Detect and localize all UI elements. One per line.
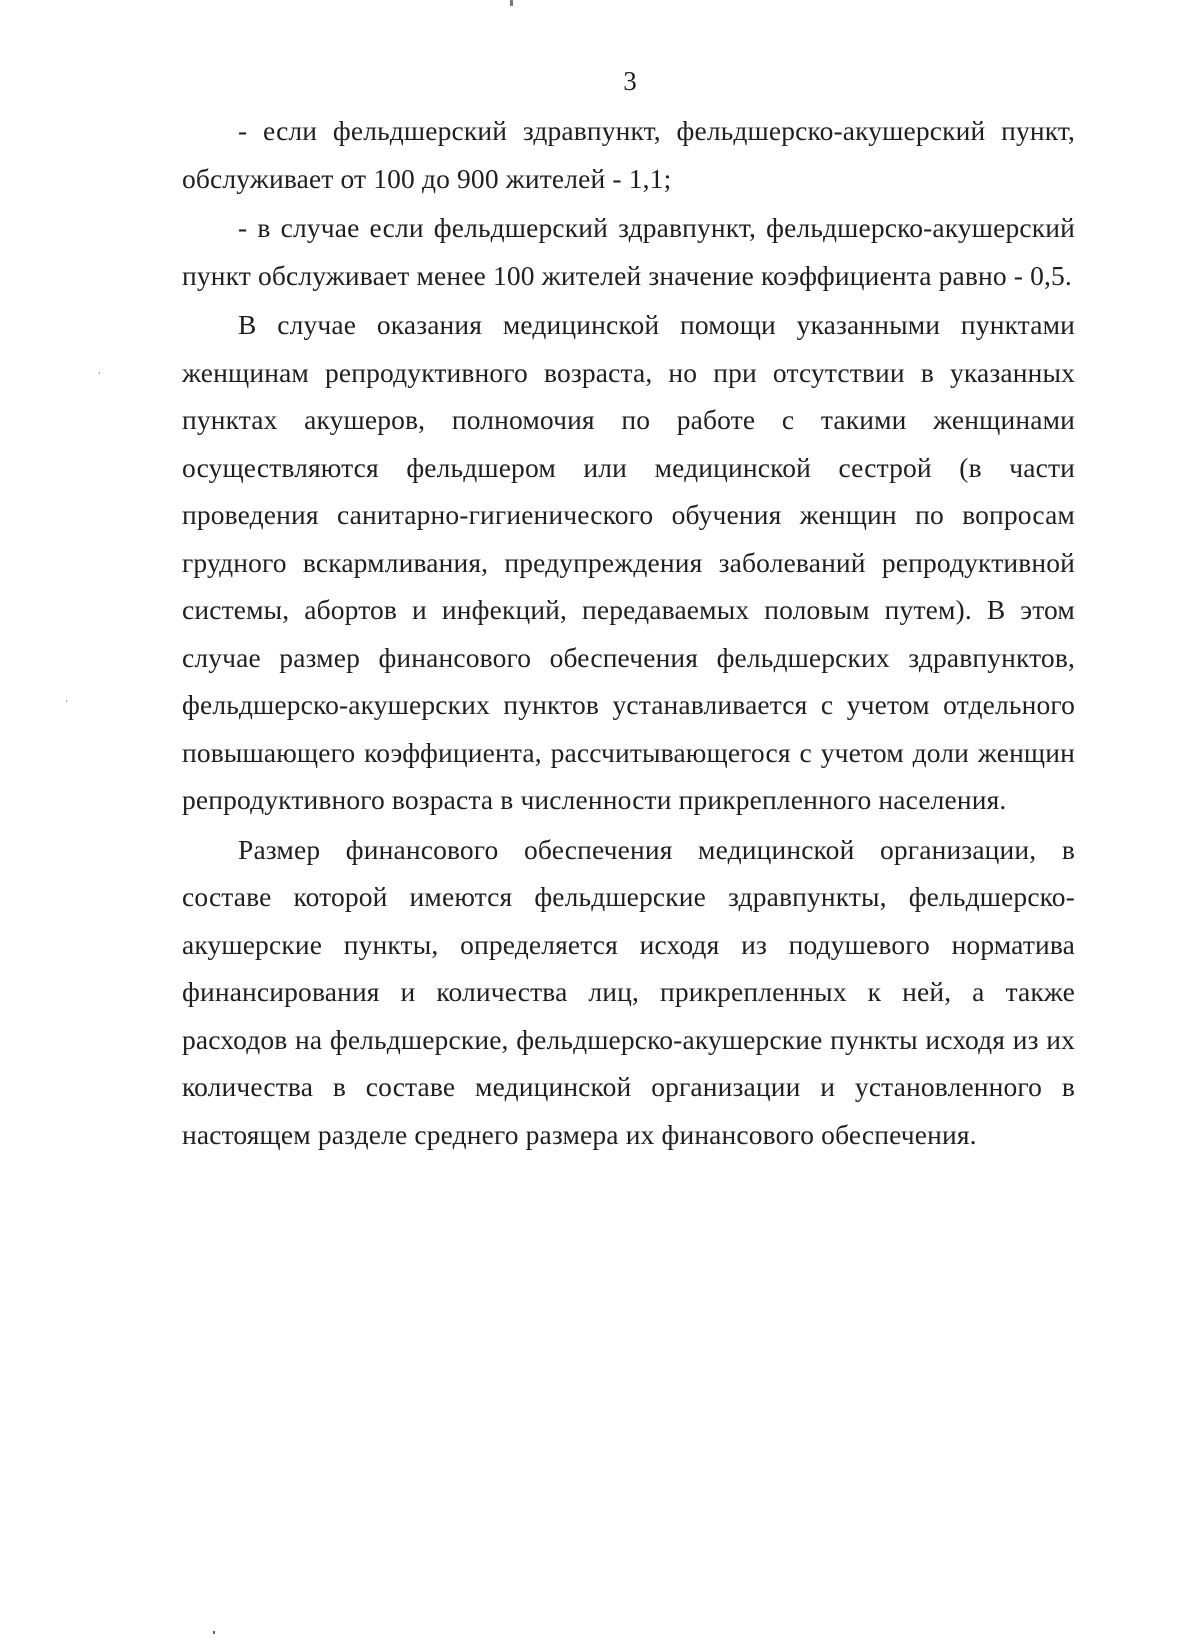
scan-artifact (66, 700, 67, 702)
paragraph-bullet-100-900: - если фельдшерский здравпункт, фельдшерско-акушерский пункт, обслуживает от 100 до 900 жителей - 1,1; (182, 115, 1075, 194)
scan-artifact (99, 372, 100, 374)
page-number: 3 (623, 66, 637, 96)
document-body (182, 107, 1075, 1158)
scan-artifact (510, 0, 513, 6)
paragraph-reproductive-age: В случае оказания медицинской помощи указанными пунктами женщинам репродуктивного возраста, но при отсутствии в указанных пунктах акушеров, полномочия по работе с такими женщинами осуществляются фельдшером или медицинской сестрой (в части проведения санитарно-гигиенического обучения женщин по вопросам грудного вскармливания, предупреждения заболеваний репродуктивной системы, абортов и инфекций, передаваемых половым путем). В этом случае размер финансового обеспечения фельдшерских здравпунктов, фельдшерско-акушерских пунктов устанавливается с учетом отдельного повышающего коэффициента, рассчитывающегося с учетом доли женщин репродуктивного возраста в численности прикрепленного населения. (182, 309, 1075, 815)
paragraph-bullet-under-100: - в случае если фельдшерский здравпункт, фельдшерско-акушерский пункт обслуживает менее 100 жителей значение коэффициента равно - 0,5. (182, 212, 1075, 291)
scan-artifact (213, 1631, 215, 1634)
paragraph-financing-size: Размер финансового обеспечения медицинской организации, в составе которой имеются фельдшерские здравпункты, фельдшерско-акушерские пункты, определяется исходя из подушевого норматива финансирования и количества лиц, прикрепленных к ней, а также расходов на фельдшерские, фельдшерско-акушерские пункты исходя из их количества в составе медицинской организации и установленного в настоящем разделе среднего размера их финансового обеспечения. (182, 833, 1075, 1150)
